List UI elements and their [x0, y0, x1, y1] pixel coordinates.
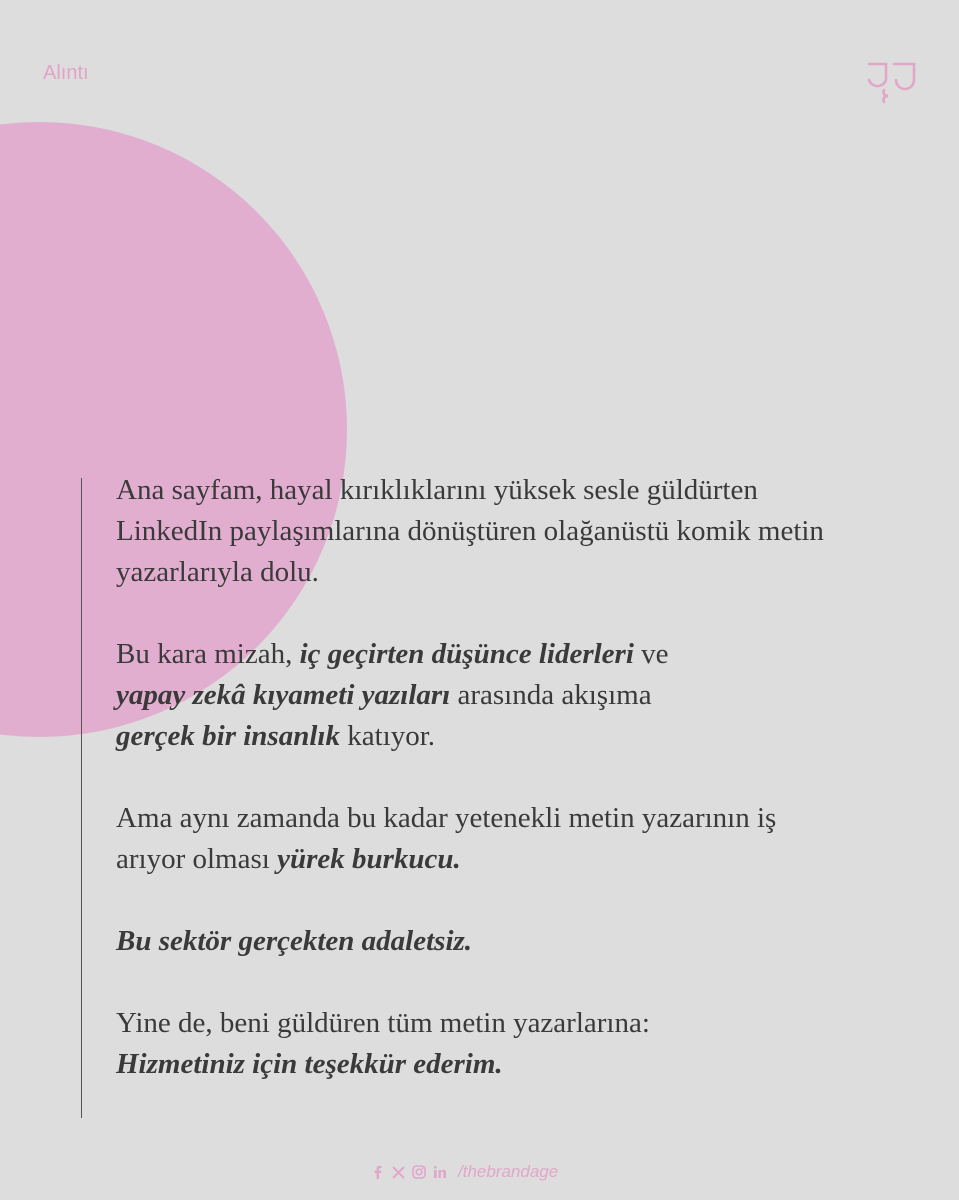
text-span: Bu kara mizah, [116, 638, 300, 670]
social-footer [370, 1162, 558, 1182]
text-span: ve [633, 638, 669, 670]
quote-paragraph-4 [116, 921, 836, 962]
text-span: katıyor. [339, 720, 436, 752]
brand-logo-icon [866, 60, 918, 106]
quote-body [116, 470, 836, 1085]
x-icon[interactable] [391, 1165, 405, 1179]
emphasis-span: iç geçirten düşünce liderleri [299, 638, 634, 670]
emphasis-span: gerçek bir insanlık [116, 720, 340, 752]
text-span: arasında akışıma [450, 679, 652, 711]
quote-paragraph-5 [116, 1003, 836, 1085]
emphasis-span: Bu sektör gerçekten adaletsiz. [116, 925, 473, 957]
social-handle[interactable]: /thebrandage [458, 1162, 559, 1181]
quote-paragraph-1: Ana sayfam, hayal kırıklıklarını yüksek sesle güldürten LinkedIn paylaşımlarına dönüştüren olağanüstü komik metin yazarlarıyla dolu. [116, 474, 824, 588]
emphasis-span: yürek burkucu. [277, 843, 461, 875]
instagram-icon[interactable] [412, 1165, 426, 1179]
quote-rule [81, 478, 82, 1118]
linkedin-icon[interactable] [433, 1165, 447, 1179]
emphasis-span: Hizmetiniz için teşekkür ederim. [116, 1048, 503, 1080]
emphasis-span: yapay zekâ kıyameti yazıları [116, 679, 451, 711]
facebook-icon[interactable] [370, 1165, 384, 1179]
quote-paragraph-3 [116, 798, 836, 880]
text-span: Yine de, beni güldüren tüm metin yazarlarına: [116, 1007, 650, 1039]
quote-paragraph-2 [116, 634, 836, 757]
text-span: Ama aynı zamanda bu kadar yetenekli metin yazarının iş arıyor olması [116, 802, 777, 875]
section-label: Alıntı [43, 62, 89, 84]
